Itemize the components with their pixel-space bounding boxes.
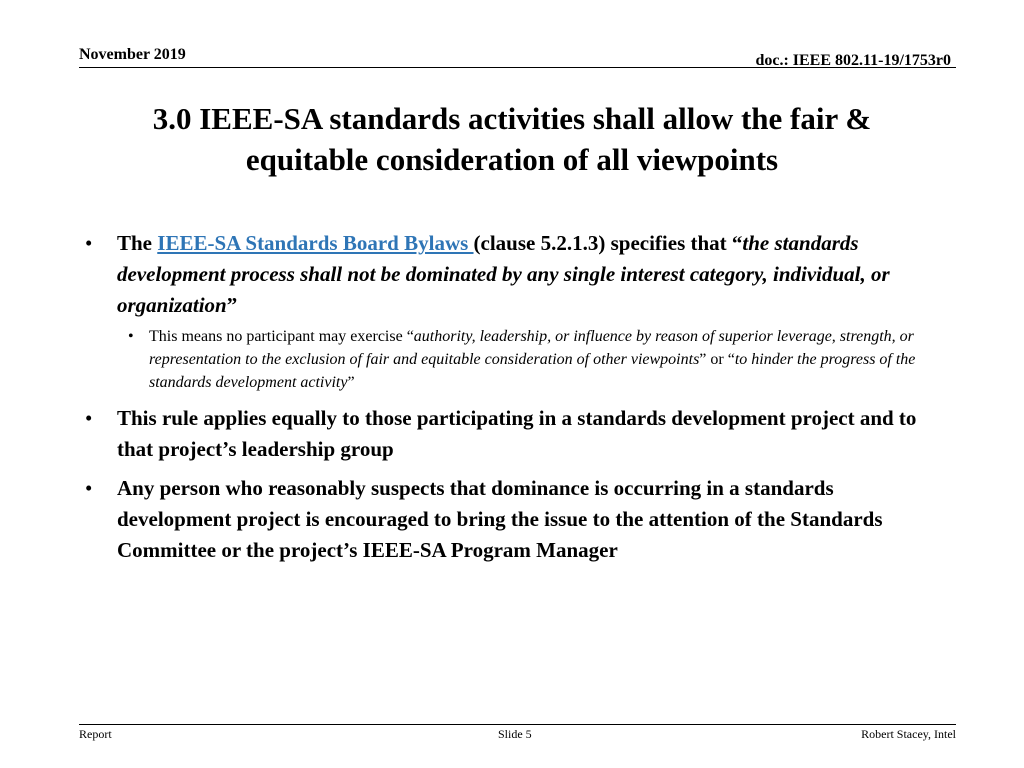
bullet-bylaws-close-quote: ” [226, 293, 238, 317]
footer-slide-number: Slide 5 [498, 727, 532, 741]
slide-title [80, 98, 944, 180]
bylaws-link[interactable]: IEEE-SA Standards Board Bylaws [157, 231, 474, 255]
sub-bullet-quote-1: authority, leadership, or influence by reason of superior leverage, strength, or representation to the exclusion of fair and equitable consideration of other viewpoints [149, 328, 914, 368]
footer-left: Report [79, 727, 112, 741]
bullet-rule-applies: • This rule applies equally to those participating in a standards development project and to that project’s leadership group [85, 403, 940, 465]
header-doc-id: doc.: IEEE 802.11-19/1753r0 [755, 52, 951, 69]
slide-title-line-1: 3.0 IEEE-SA standards activities shall allow the fair & [152, 101, 872, 136]
bullet-bylaws-prefix: The [117, 231, 158, 255]
sub-bullet-prefix: This means no participant may exercise “ [149, 328, 414, 345]
header-divider [79, 67, 956, 68]
bullet-bylaws-quote: the standards development process shall not be dominated by any single interest category, individual, or organization [117, 231, 890, 317]
bullet-bylaws-clause: (clause 5.2.1.3) specifies that “ [473, 231, 743, 255]
header-date: November 2019 [79, 46, 186, 63]
footer-divider [79, 724, 956, 725]
sub-bullet-quote-2: to hinder the progress of the standards development activity [149, 351, 916, 391]
sub-bullet-middle: ” or “ [699, 351, 735, 368]
bullet-dominance-report: • Any person who reasonably suspects that dominance is occurring in a standards development project is encouraged to bring the issue to the attention of the Standards Committee or the project’s IEEE-SA Program Manager [85, 473, 940, 566]
sub-bullet-participant [128, 325, 940, 394]
footer-author: Robert Stacey, Intel [861, 727, 956, 741]
slide-content [85, 228, 940, 574]
sub-bullet-suffix: ” [347, 374, 355, 391]
slide-title-line-2: equitable consideration of all viewpoints [245, 142, 779, 177]
bullet-bylaws [85, 228, 940, 321]
